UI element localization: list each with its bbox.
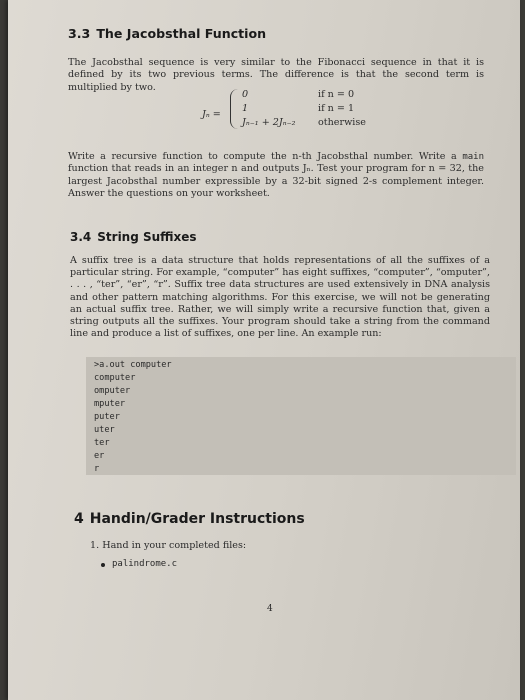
code-line: ter [94,438,110,448]
handin-item [90,540,390,552]
section-3-4-heading [70,230,197,244]
left-brace [230,89,239,129]
list-item: 1. Hand in your completed files: [90,540,247,551]
handin-file: palindrome.c [112,559,178,569]
suffix-description [70,255,490,340]
section-3-3-heading [68,26,266,41]
case-condition: otherwise [318,117,366,128]
inline-code: main [462,152,484,162]
example-run-code-block [86,357,516,475]
code-line: >a.out computer [94,360,172,370]
section-number: 3.4 [70,230,92,244]
section-title: The Jacobsthal Function [96,26,267,41]
jacobsthal-task [68,151,484,201]
jacobsthal-equation [202,89,462,135]
code-line: puter [94,412,120,422]
paragraph [68,151,484,201]
section-title: String Suffixes [97,230,197,244]
code-line: mputer [94,399,126,409]
section-title: Handin/Grader Instructions [89,511,305,527]
case-value: Jₙ₋₁ + 2Jₙ₋₂ [242,117,296,128]
task-text: Write a recursive function to compute the n-th Jacobsthal number. Write a [68,151,457,162]
code-line: omputer [94,386,131,396]
section-number: 4 [74,511,84,527]
bullet-icon [101,563,105,567]
task-text: function that reads in an integer n and outputs Jₙ. Test your program for n = 32, the largest Jacobsthal number expressible by a 32-bit signed 2-s complement integer. Answer the questions on your worksheet. [68,163,484,200]
case-value: 1 [242,103,249,114]
code-line: computer [94,373,136,383]
paragraph: A suffix tree is a data structure that holds representations of all the suffixes of a particular string. For example, “computer” has eight suffixes, “computer”, “omputer”, . . . , “ter”, “er”, “r”. Suffix tree data structures are used extensively in DNA analysis and other pattern matching algorithms. For this exercise, we will not be generating an actual suffix tree. Rather, we will simply write a recursive function that, given a string outputs all the suffixes. Your program should take a string from the command line and produce a list of suffixes, one per line. An example run: [70,255,490,340]
page-number: 4 [267,604,273,614]
section-number: 3.3 [68,26,91,41]
code-line: uter [94,425,115,435]
section-4-heading [74,511,305,527]
case-condition: if n = 1 [318,103,355,114]
document-page [8,0,520,700]
case-condition: if n = 0 [318,89,355,100]
equation-lhs: Jₙ = [202,109,221,120]
paragraph: The Jacobsthal sequence is very similar to the Fibonacci sequence in that it is defined by its two previous terms. The difference is that the second term is multiplied by two. [68,57,484,93]
code-line: er [94,451,105,461]
case-value: 0 [242,89,249,100]
code-line: r [94,464,100,474]
